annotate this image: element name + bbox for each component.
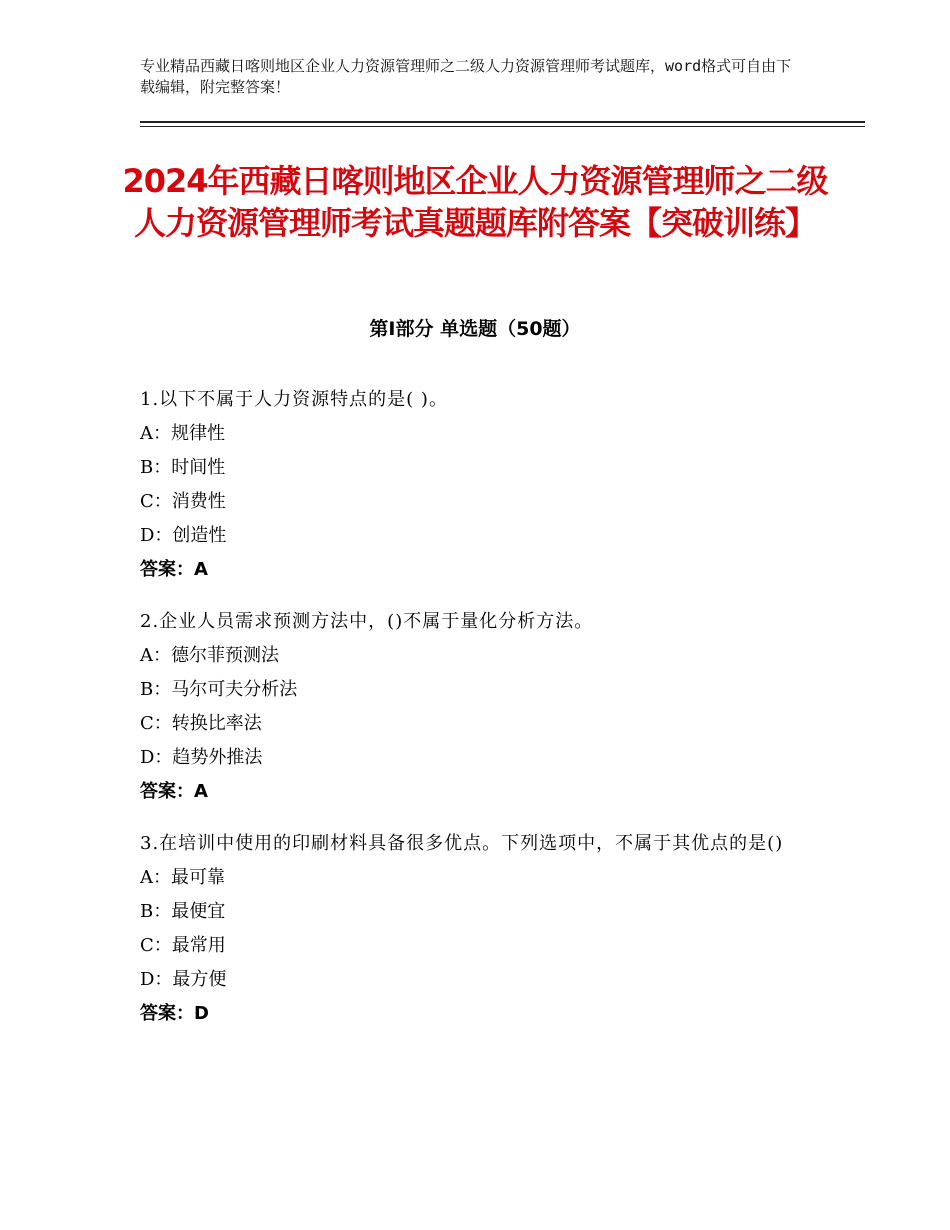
option-a: A：德尔菲预测法 (140, 645, 279, 666)
header-divider-thin (140, 126, 865, 127)
option-a: A：规律性 (140, 423, 225, 444)
header-divider-thick (140, 121, 865, 123)
option-b: B：马尔可夫分析法 (140, 679, 298, 700)
option-d: D：创造性 (140, 525, 227, 546)
question-stem: 2.企业人员需求预测方法中，()不属于量化分析方法。 (140, 611, 594, 632)
question-1 (140, 383, 820, 587)
question-stem: 1.以下不属于人力资源特点的是( )。 (140, 389, 448, 410)
option-d: D：最方便 (140, 969, 227, 990)
option-c: C：最常用 (140, 935, 226, 956)
option-c: C：消费性 (140, 491, 226, 512)
option-d: D：趋势外推法 (140, 747, 263, 768)
question-list (140, 383, 820, 1049)
section-title: 第Ⅰ部分 单选题（50题） (369, 318, 581, 340)
option-c: C：转换比率法 (140, 713, 262, 734)
answer-label: 答案：A (140, 559, 208, 580)
document-title: 2024年西藏日喀则地区企业人力资源管理师之二级人力资源管理师考试真题题库附答案【突破训练】 (122, 162, 828, 242)
header-note: 专业精品西藏日喀则地区企业人力资源管理师之二级人力资源管理师考试题库，word格式可自由下载编辑，附完整答案！ (140, 57, 792, 96)
option-a: A：最可靠 (140, 867, 225, 888)
answer-label: 答案：A (140, 781, 208, 802)
question-3 (140, 827, 820, 1031)
question-stem: 3.在培训中使用的印刷材料具备很多优点。下列选项中，不属于其优点的是() (140, 833, 784, 854)
question-2 (140, 605, 820, 809)
option-b: B：时间性 (140, 457, 226, 478)
option-b: B：最便宜 (140, 901, 226, 922)
answer-label: 答案：D (140, 1003, 209, 1024)
